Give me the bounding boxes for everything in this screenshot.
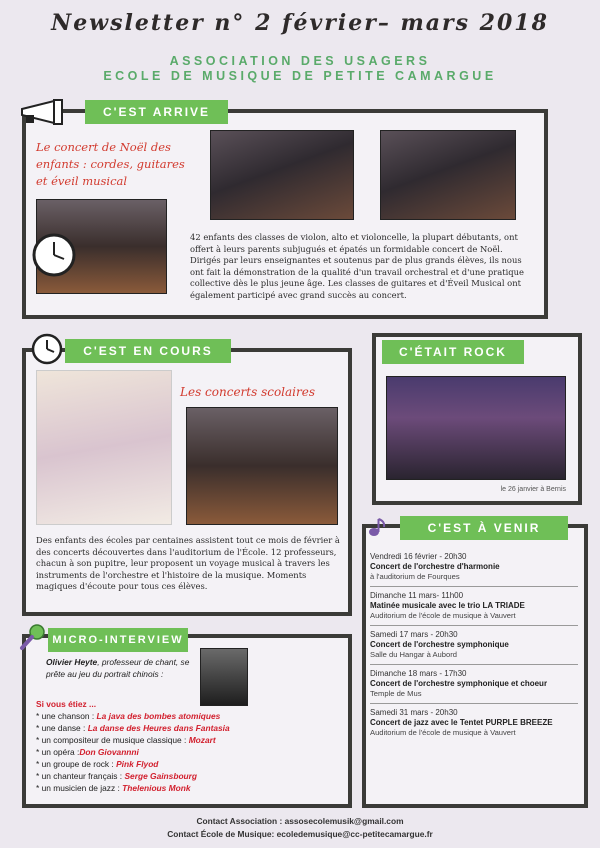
interview-item xyxy=(36,758,346,770)
caption-rock: le 26 janvier à Bernis xyxy=(500,486,566,493)
event-date: Dimanche 18 mars - 17h30 xyxy=(370,669,467,678)
interview-question: * un compositeur de musique classique : xyxy=(36,735,189,745)
event-item xyxy=(370,552,578,582)
interview-question: * un groupe de rock : xyxy=(36,759,117,769)
event-title: Concert de l'orchestre d'harmonie xyxy=(370,562,500,571)
photo-concerts-scolaires xyxy=(186,407,338,525)
event-title: Concert de l'orchestre symphonique et choeur xyxy=(370,679,548,688)
interview-answer: Pink Flyod xyxy=(116,759,159,769)
association-line-2: ECOLE DE MUSIQUE DE PETITE CAMARGUE xyxy=(103,69,497,83)
interview-question: * une chanson : xyxy=(36,711,97,721)
event-item xyxy=(370,708,578,738)
microphone-icon xyxy=(18,622,48,652)
interview-question: * un chanteur français : xyxy=(36,771,125,781)
event-place: Salle du Hangar à Aubord xyxy=(370,650,457,659)
text-concerts-scolaires: Des enfants des écoles par centaines assistent tout ce mois de février à des concerts découvertes dans l'auditorium de l'École. 12 professeurs, chacun à son pupitre, leur proposent un voyage musical à travers les instruments de l'orchestre et l'histoire de la musique. Moments magiques d'écoute pour tous ces élèves. xyxy=(36,535,340,592)
megaphone-icon xyxy=(16,99,72,125)
event-title: Concert de l'orchestre symphonique xyxy=(370,640,509,649)
heading-concerts-scolaires: Les concerts scolaires xyxy=(180,385,315,399)
event-item xyxy=(370,591,578,621)
interview-answer: Serge Gainsbourg xyxy=(124,771,198,781)
clock-icon xyxy=(31,232,77,278)
interview-answer: Don Giovannni xyxy=(79,747,139,757)
interview-answers xyxy=(36,710,346,794)
interview-item xyxy=(36,746,346,758)
text-concert-noel: 42 enfants des classes de violon, alto et violoncelle, la plupart débutants, ont offert à leurs parents subjugués et épatés un formidable concert de Noël. Dirigés par leurs enseignantes et soutenus par de plus grands élèves, ils nous ont fait la démonstration de la qualité d'un travail orchestral et d'une pratique collective dès le plus jeune âge. Les classes de guitares et d'Éveil Musical ont également participé avec grand succès au concert. xyxy=(190,232,524,300)
interviewee-name: Olivier Heyte xyxy=(46,657,98,667)
event-date: Vendredi 16 février - 20h30 xyxy=(370,552,467,561)
tag-cest-en-cours: C'EST EN COURS xyxy=(65,339,231,363)
event-item xyxy=(370,669,578,699)
photo-noel-strings xyxy=(210,130,354,220)
interview-answer: La java des bombes atomiques xyxy=(96,711,221,721)
interview-intro xyxy=(46,656,196,680)
event-title: Concert de jazz avec le Tentet PURPLE BREEZE xyxy=(370,718,553,727)
interview-answer: Mozart xyxy=(188,735,216,745)
event-divider xyxy=(370,625,578,626)
photo-olivier-heyte xyxy=(200,648,248,706)
alarm-clock-icon xyxy=(30,332,64,366)
interview-answer: Thelenious Monk xyxy=(122,783,191,793)
interview-intro-text: , professeur de chant, se prête au jeu du portrait chinois : xyxy=(46,657,190,679)
event-date: Samedi 17 mars - 20h30 xyxy=(370,630,458,639)
event-place: à l'auditorium de Fourques xyxy=(370,572,460,581)
interview-item xyxy=(36,782,346,794)
interview-item xyxy=(36,734,346,746)
interview-item xyxy=(36,722,346,734)
events-list xyxy=(370,552,578,738)
interview-question: * une danse : xyxy=(36,723,88,733)
si-vous-etiez: Si vous étiez ... xyxy=(36,699,97,709)
interview-question: * un musicien de jazz : xyxy=(36,783,123,793)
event-item xyxy=(370,630,578,660)
tag-cest-a-venir: C'EST À VENIR xyxy=(400,516,568,540)
event-date: Dimanche 11 mars- 11h00 xyxy=(370,591,464,600)
event-divider xyxy=(370,586,578,587)
music-note-icon xyxy=(367,516,389,538)
event-divider xyxy=(370,664,578,665)
interview-answer: La danse des Heures dans Fantasia xyxy=(87,723,230,733)
event-date: Samedi 31 mars - 20h30 xyxy=(370,708,458,717)
event-title: Matinée musicale avec le trio LA TRIADE xyxy=(370,601,525,610)
interview-item xyxy=(36,710,346,722)
event-divider xyxy=(370,703,578,704)
photo-rock-concert xyxy=(386,376,566,480)
association-line-1: ASSOCIATION DES USAGERS xyxy=(169,54,431,68)
contact-association: Contact Association : assosecolemusik@gmail.com xyxy=(196,816,404,826)
heading-concert-noel: Le concert de Noël des enfants : cordes, guitares et éveil musical xyxy=(36,140,185,188)
event-place: Temple de Mus xyxy=(370,689,422,698)
interview-question: * un opéra : xyxy=(36,747,80,757)
contact-ecole: Contact École de Musique: ecoledemusique@cc-petitecamargue.fr xyxy=(167,829,433,839)
tag-cest-arrive: C'EST ARRIVE xyxy=(85,100,228,124)
interview-item xyxy=(36,770,346,782)
tag-micro-interview: MICRO-INTERVIEW xyxy=(48,628,188,652)
event-place: Auditorium de l'école de musique à Vauvert xyxy=(370,728,516,737)
tag-cetait-rock: C'ÉTAIT ROCK xyxy=(382,340,524,364)
newsletter-title: Newsletter n° 2 février– mars 2018 xyxy=(51,10,549,36)
event-place: Auditorium de l'école de musique à Vauvert xyxy=(370,611,516,620)
poster-concerts-scolaires xyxy=(36,370,172,525)
photo-noel-children xyxy=(380,130,516,220)
